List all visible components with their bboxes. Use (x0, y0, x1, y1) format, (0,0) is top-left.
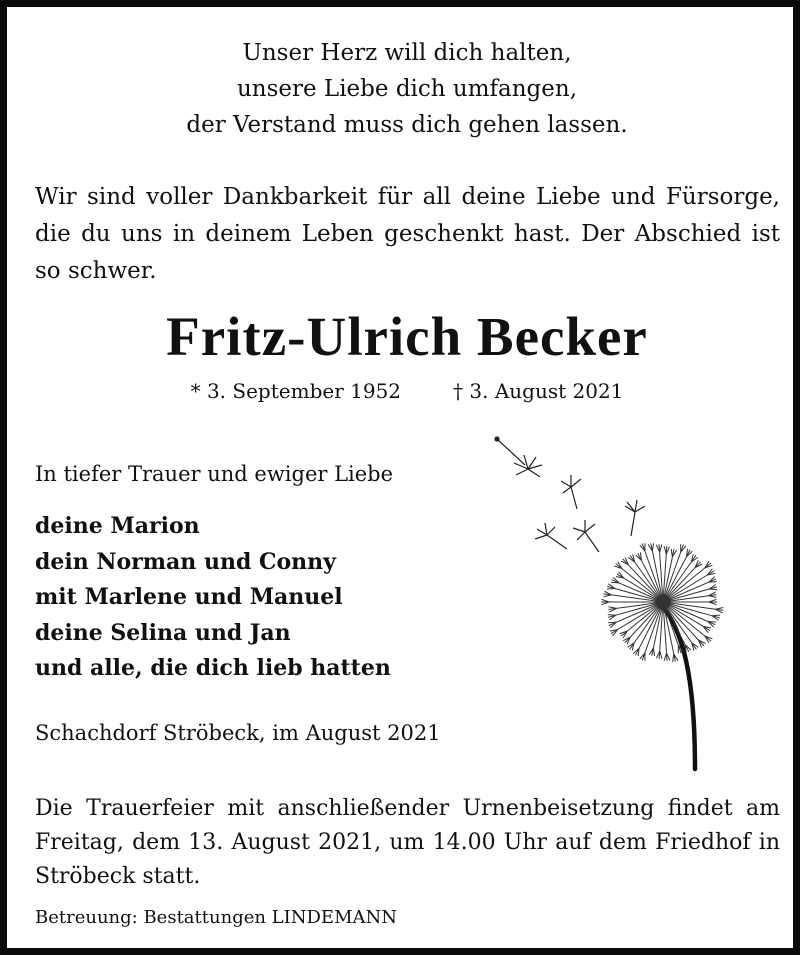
mourner-item: mit Marlene und Manuel (35, 584, 343, 610)
funeral-care: Betreuung: Bestattungen LINDEMANN (35, 907, 397, 928)
place-date: Schachdorf Ströbeck, im August 2021 (35, 721, 441, 745)
dandelion-tuft (652, 543, 653, 551)
poem (7, 35, 800, 143)
dandelion-tuft (664, 653, 666, 661)
mourners-list (35, 509, 391, 687)
dandelion-ray (628, 565, 663, 602)
gratitude-text: Wir sind voller Dankbarkeit für all deine Liebe und Fürsorge, die du uns in deinem Leben geschenkt hast. Der Abschied ist so schwer. (35, 184, 780, 284)
dandelion-tuft (608, 622, 616, 623)
dandelion-ray (615, 589, 663, 603)
mourner-item: deine Selina und Jan (35, 619, 291, 646)
dandelion-tuft (709, 596, 717, 598)
dandelion-ray (663, 602, 699, 640)
mourner-item: und alle, die dich lieb hatten (35, 655, 391, 681)
dandelion-tuft (609, 607, 617, 609)
mourning-intro: In tiefer Trauer und ewiger Liebe (35, 462, 394, 486)
mourner-item: dein Norman und Conny (35, 548, 336, 575)
poem-line-1: Unser Herz will dich halten, (242, 40, 572, 66)
poem-line-2: unsere Liebe dich umfangen, (236, 76, 578, 102)
dandelion-icon (485, 427, 735, 777)
mourner-item: deine Marion (35, 513, 200, 539)
dandelion-tuft (709, 582, 717, 583)
dandelion-tuft (660, 544, 662, 552)
deceased-name: Fritz-Ulrich Becker (166, 306, 648, 367)
death-date: † 3. August 2021 (453, 379, 624, 403)
dandelion-ray (663, 589, 709, 602)
dandelion-tuft (608, 615, 616, 616)
dandelion-ray (630, 602, 663, 637)
birth-date: * 3. September 1952 (190, 379, 402, 403)
poem-line-3: der Verstand muss dich gehen lassen. (186, 112, 628, 138)
dandelion-ray (616, 602, 663, 615)
life-dates (7, 379, 800, 403)
dandelion-tuft (709, 589, 717, 590)
flying-seeds (495, 437, 645, 552)
dandelion-tuft (673, 654, 674, 662)
funeral-notice: Die Trauerfeier mit anschließender Urnenbeisetzung findet am Freitag, dem 13. August 2021, um 14.00 Uhr auf dem Friedhof in Ströbeck statt. (35, 796, 780, 889)
